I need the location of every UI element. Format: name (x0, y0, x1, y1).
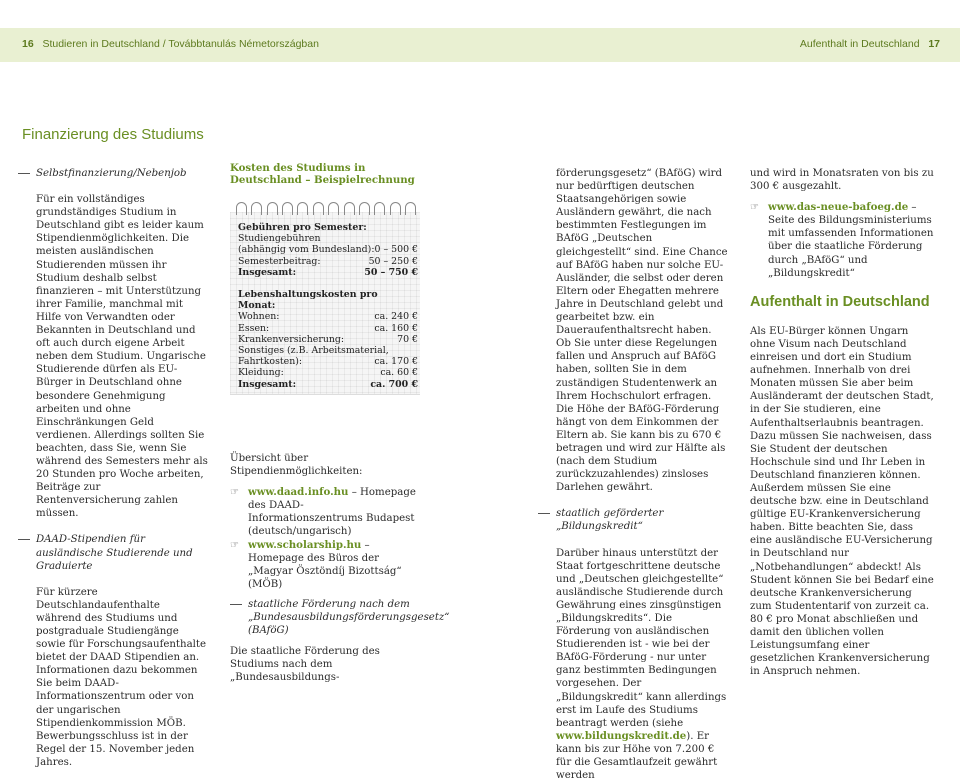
subheading-bildungskredit: staatlich geförderter „Bildungskredit“ (556, 508, 664, 533)
paragraph-bafoeg-cont: förderungsgesetz“ (BAföG) wird nur bedürftigen deutschen Staatsangehörigen sowie Ausländern gewährt, die nach bestimmten Festlegungen im BAföG „Deutschen gleichgestellt“ sind. Eine Chance auf BAföG haben nur solche EU-Ausländer, die selbst oder deren Eltern oder Ehegatten mehrere Jahre in Deutschland gelebt und gearbeitet bzw. ein Daueraufenthaltsrecht haben. Ob Sie unter diese Regelungen fallen und Anspruch auf BAföG haben, sollten Sie in dem zuständigen Studentenwerk an Ihrem Hochschulort erfragen. Die Höhe der BAföG-Förderung hängt von dem Einkommen der Eltern ab. Sie kann bis zu 670 € betragen und wird zur Hälfte als (nach dem Studium zurückzuzahlendes) zinsloses Darlehen gewährt. (556, 168, 728, 494)
cost-table (238, 222, 418, 390)
link-daad[interactable]: www.daad.info.hu (248, 486, 349, 499)
paragraph-aufenthalt: Als EU-Bürger können Ungarn ohne Visum nach Deutschland einreisen und dort ein Studium aufnehmen. Innerhalb von drei Monaten müssen Sie aber beim Ausländeramt der deutschen Stadt, in der Sie studieren, eine Aufenthaltserlaubnis beantragen. Dazu müssen Sie nachweisen, dass Sie Student der deutschen Hochschule sind und Ihr Leben in Deutschland finanzieren können. Außerdem müssen Sie eine deutsche bzw. eine in Deutschland gültige EU-Krankenversicherung haben. Bitte beachten Sie, dass eine ausländische EU-Versicherung in Deutschland nur „Notbehandlungen“ abdeckt! Als Student können Sie bei Bedarf eine deutsche Krankenversicherung zum Studententarif von zurzeit ca. 80 € pro Monat abschließen und damit den üblichen vollen Leistungsumfang einer gesetzlichen Krankenversicherung in Anspruch nehmen. (750, 325, 934, 678)
link-item-scholarship (230, 539, 418, 591)
right-page-number: 17 (928, 38, 940, 50)
notepad-rings (236, 202, 416, 216)
section-title: Finanzierung des Studiums (22, 126, 204, 144)
dash-marker (18, 539, 30, 540)
link-bafoeg-description: – Seite des Bildungsministeriums mit umfassenden Informationen über die staatliche Förderung durch „BAföG“ und „Bildungskredit“ (768, 202, 934, 279)
fees-heading: Gebühren pro Semester: (238, 222, 367, 233)
subheading-bafoeg: staatliche Förderung nach dem „Bundesausbildungsförderungsgesetz“ (BAföG) (248, 598, 450, 637)
living-row: Krankenversicherung: 70 € (238, 333, 418, 345)
link-scholarship-description: – Homepage des Büros der „Magyar Ösztöndíj Bizottság“ (MÖB) (248, 539, 402, 590)
left-header-title: Studieren in Deutschland / Továbbtanulás Németországban (42, 38, 319, 50)
living-heading: Lebenshaltungskosten pro Monat: (238, 289, 378, 312)
column-2 (230, 452, 450, 685)
dash-marker (538, 513, 550, 514)
fees-subheading: Studiengebühren (238, 233, 321, 245)
link-item-daad (230, 486, 418, 538)
link-daad-description: – Homepage des DAAD-Informationszentrums Budapest (deutsch/ungarisch) (248, 487, 416, 538)
link-item-bafoeg (750, 201, 936, 280)
fees-total: Insgesamt: 50 – 750 € (238, 266, 418, 278)
dash-marker (230, 604, 242, 605)
paragraph-daad: Für kürzere Deutschlandaufenthalte während des Studiums und postgraduale Studiengänge sowie für Forschungsaufenthalte bietet der DAAD Stipendien an. Informationen dazu bekommen Sie beim DAAD-Informationszentrum oder von der ungarischen Stipendienkommission MÖB. Bewerbungsschluss ist in der Regel der 15. November jeden Jahres. (36, 586, 207, 768)
living-row: Kleidung: ca. 60 € (238, 367, 418, 379)
link-das-neue-bafoeg[interactable]: www.das-neue-bafoeg.de (768, 201, 909, 214)
column-1 (36, 167, 208, 769)
subheading-daad: DAAD-Stipendien für ausländische Studierende und Graduierte (36, 534, 193, 572)
paragraph-monatsraten: und wird in Monatsraten von bis zu 300 € ausgezahlt. (750, 168, 934, 193)
living-total: Insgesamt: ca. 700 € (238, 378, 418, 390)
paragraph-selbstfinanzierung: Für ein vollständiges grundständiges Studium in Deutschland gibt es leider kaum Stipendienmöglichkeiten. Die meisten ausländischen Studierenden müssen ihr Studium deshalb selbst finanzieren – mit Unterstützung ihrer Familie, manchmal mit Hilfe von Verwandten oder Bekannten in Deutschland und oft auch durch eigene Arbeit neben dem Studium. Ungarische Studierende dürfen als EU-Bürger in Deutschland ohne besondere Genehmigung arbeiten und ohne Einschränkungen Geld verdienen. Allerdings sollten Sie beachten, dass Sie, wenn Sie während des Semesters mehr als 20 Stunden pro Woche arbeiten, Beiträge zur Rentenversicherung zahlen müssen. (36, 194, 208, 520)
cost-box-title-line1: Kosten des Studiums in (230, 162, 366, 174)
living-row: Sonstiges (z.B. Arbeitsmaterial, (238, 345, 389, 357)
left-page-number: 16 (22, 38, 34, 50)
pointing-hand-icon: ☞ (230, 539, 239, 551)
cost-box-title-line2: Deutschland – Beispielrechnung (230, 174, 415, 186)
fees-row: (abhängig vom Bundesland): 0 – 500 € (238, 244, 418, 256)
right-header-title: Aufenthalt in Deutschland (799, 38, 920, 50)
fees-row: Semesterbeitrag: 50 – 250 € (238, 255, 418, 267)
link-bildungskredit[interactable]: www.bildungskredit.de (556, 729, 687, 742)
header-right (800, 38, 940, 50)
link-scholarship[interactable]: www.scholarship.hu (248, 538, 362, 551)
heading-aufenthalt: Aufenthalt in Deutschland (750, 293, 930, 310)
pointing-hand-icon: ☞ (750, 202, 759, 214)
living-row: Essen: ca. 160 € (238, 322, 418, 334)
dash-marker (18, 173, 30, 174)
paragraph-bildungskredit: Darüber hinaus unterstützt der Staat fortgeschrittene deutsche und „Deutschen gleichgestellte“ ausländische Studierende durch Gewährung eines zinsgünstigen „Bildungskredits“. Die Förderung von ausländischen Studierenden ist - wie bei der BAföG-Förderung - nur unter ganz bestimmten Bedingungen vorgesehen. Der „Bildungskredit“ kann allerdings erst im Laufe des Studiums beantragt werden (siehe www.bildungskredit.de). Er kann bis zur Höhe von 7.200 € für die Gesamtlaufzeit gewährt werden (556, 547, 727, 782)
living-row: Wohnen: ca. 240 € (238, 311, 418, 323)
cost-box-title (230, 162, 420, 186)
header-left (22, 38, 319, 50)
subheading-selbstfinanzierung: Selbstfinanzierung/Nebenjob (36, 168, 187, 179)
living-row: Fahrtkosten): ca. 170 € (238, 356, 418, 368)
column-3 (556, 167, 728, 782)
overview-heading: Übersicht über Stipendienmöglichkeiten: (230, 453, 363, 478)
pointing-hand-icon: ☞ (230, 487, 239, 499)
column-4 (750, 167, 936, 678)
paragraph-bafoeg-start: Die staatliche Förderung des Studiums nach dem „Bundesausbildungs- (230, 646, 380, 684)
